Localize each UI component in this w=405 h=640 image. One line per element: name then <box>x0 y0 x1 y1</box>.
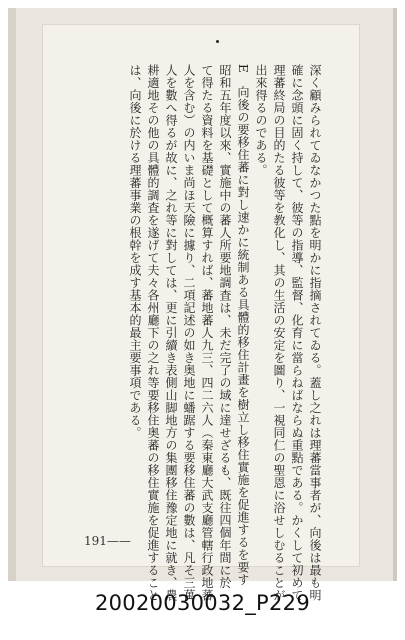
scanned-page <box>8 8 397 602</box>
text-column-2: 確に念頭に固く持して、彼等の指導、監督、化育に當らねばならぬ重點である。かくして初めて <box>290 64 304 602</box>
text-column-4: 出來得るのである。 <box>254 64 268 177</box>
text-column-6: 昭和五年度以來、實施中の蕃人所要地調査は、未だ完了の域に達せざるも、既往四個年間に於 <box>218 64 232 589</box>
text-column-7: て得たる資料を基礎として概算すれば、蕃地蕃人九三、四二六人（秦東廳大武支廳管轄行政地蕃 <box>200 64 214 602</box>
page-spine <box>393 8 397 581</box>
page-number: 191—— <box>84 534 131 548</box>
text-column-1: 深く顧みられてゐなかつた點を明かに指摘されてゐる。蓋し之れは理蕃當事者が、向後は最も明 <box>308 64 322 602</box>
text-column-9: 人を數へ得るが故に、之れ等に對しては、更に引續き表側山脚地方の集團移住豫定地に就き、農 <box>164 64 178 602</box>
text-column-3: 理蕃終局の目的たる彼等を教化し、其の生活の安定を圖り、一視同仁の聖恩に浴せしむることが <box>272 64 286 602</box>
image-caption: 20020030032_P229 <box>94 591 310 615</box>
text-column-10: 耕適地その他の具體的調査を遂げて夫々各州廳下の之れ等要移住奥蕃の移住實施を促進すること <box>146 64 160 602</box>
text-column-5: E 向後の要移住蕃に對し速かに統制ある具體的移住計畫を樹立し移住實施を促進するを要す <box>236 64 250 586</box>
page-edge <box>8 8 16 581</box>
text-column-8: 人を含む）の内いま尚ほ天險に據り、二項記述の如き奥地に蟠踞する要移住蕃の數は、凡そ三萬 <box>182 64 196 602</box>
ink-dot <box>216 40 219 43</box>
text-column-11: は、向後に於ける理蕃事業の根幹を成す基本的最主要事項である。 <box>128 64 142 439</box>
